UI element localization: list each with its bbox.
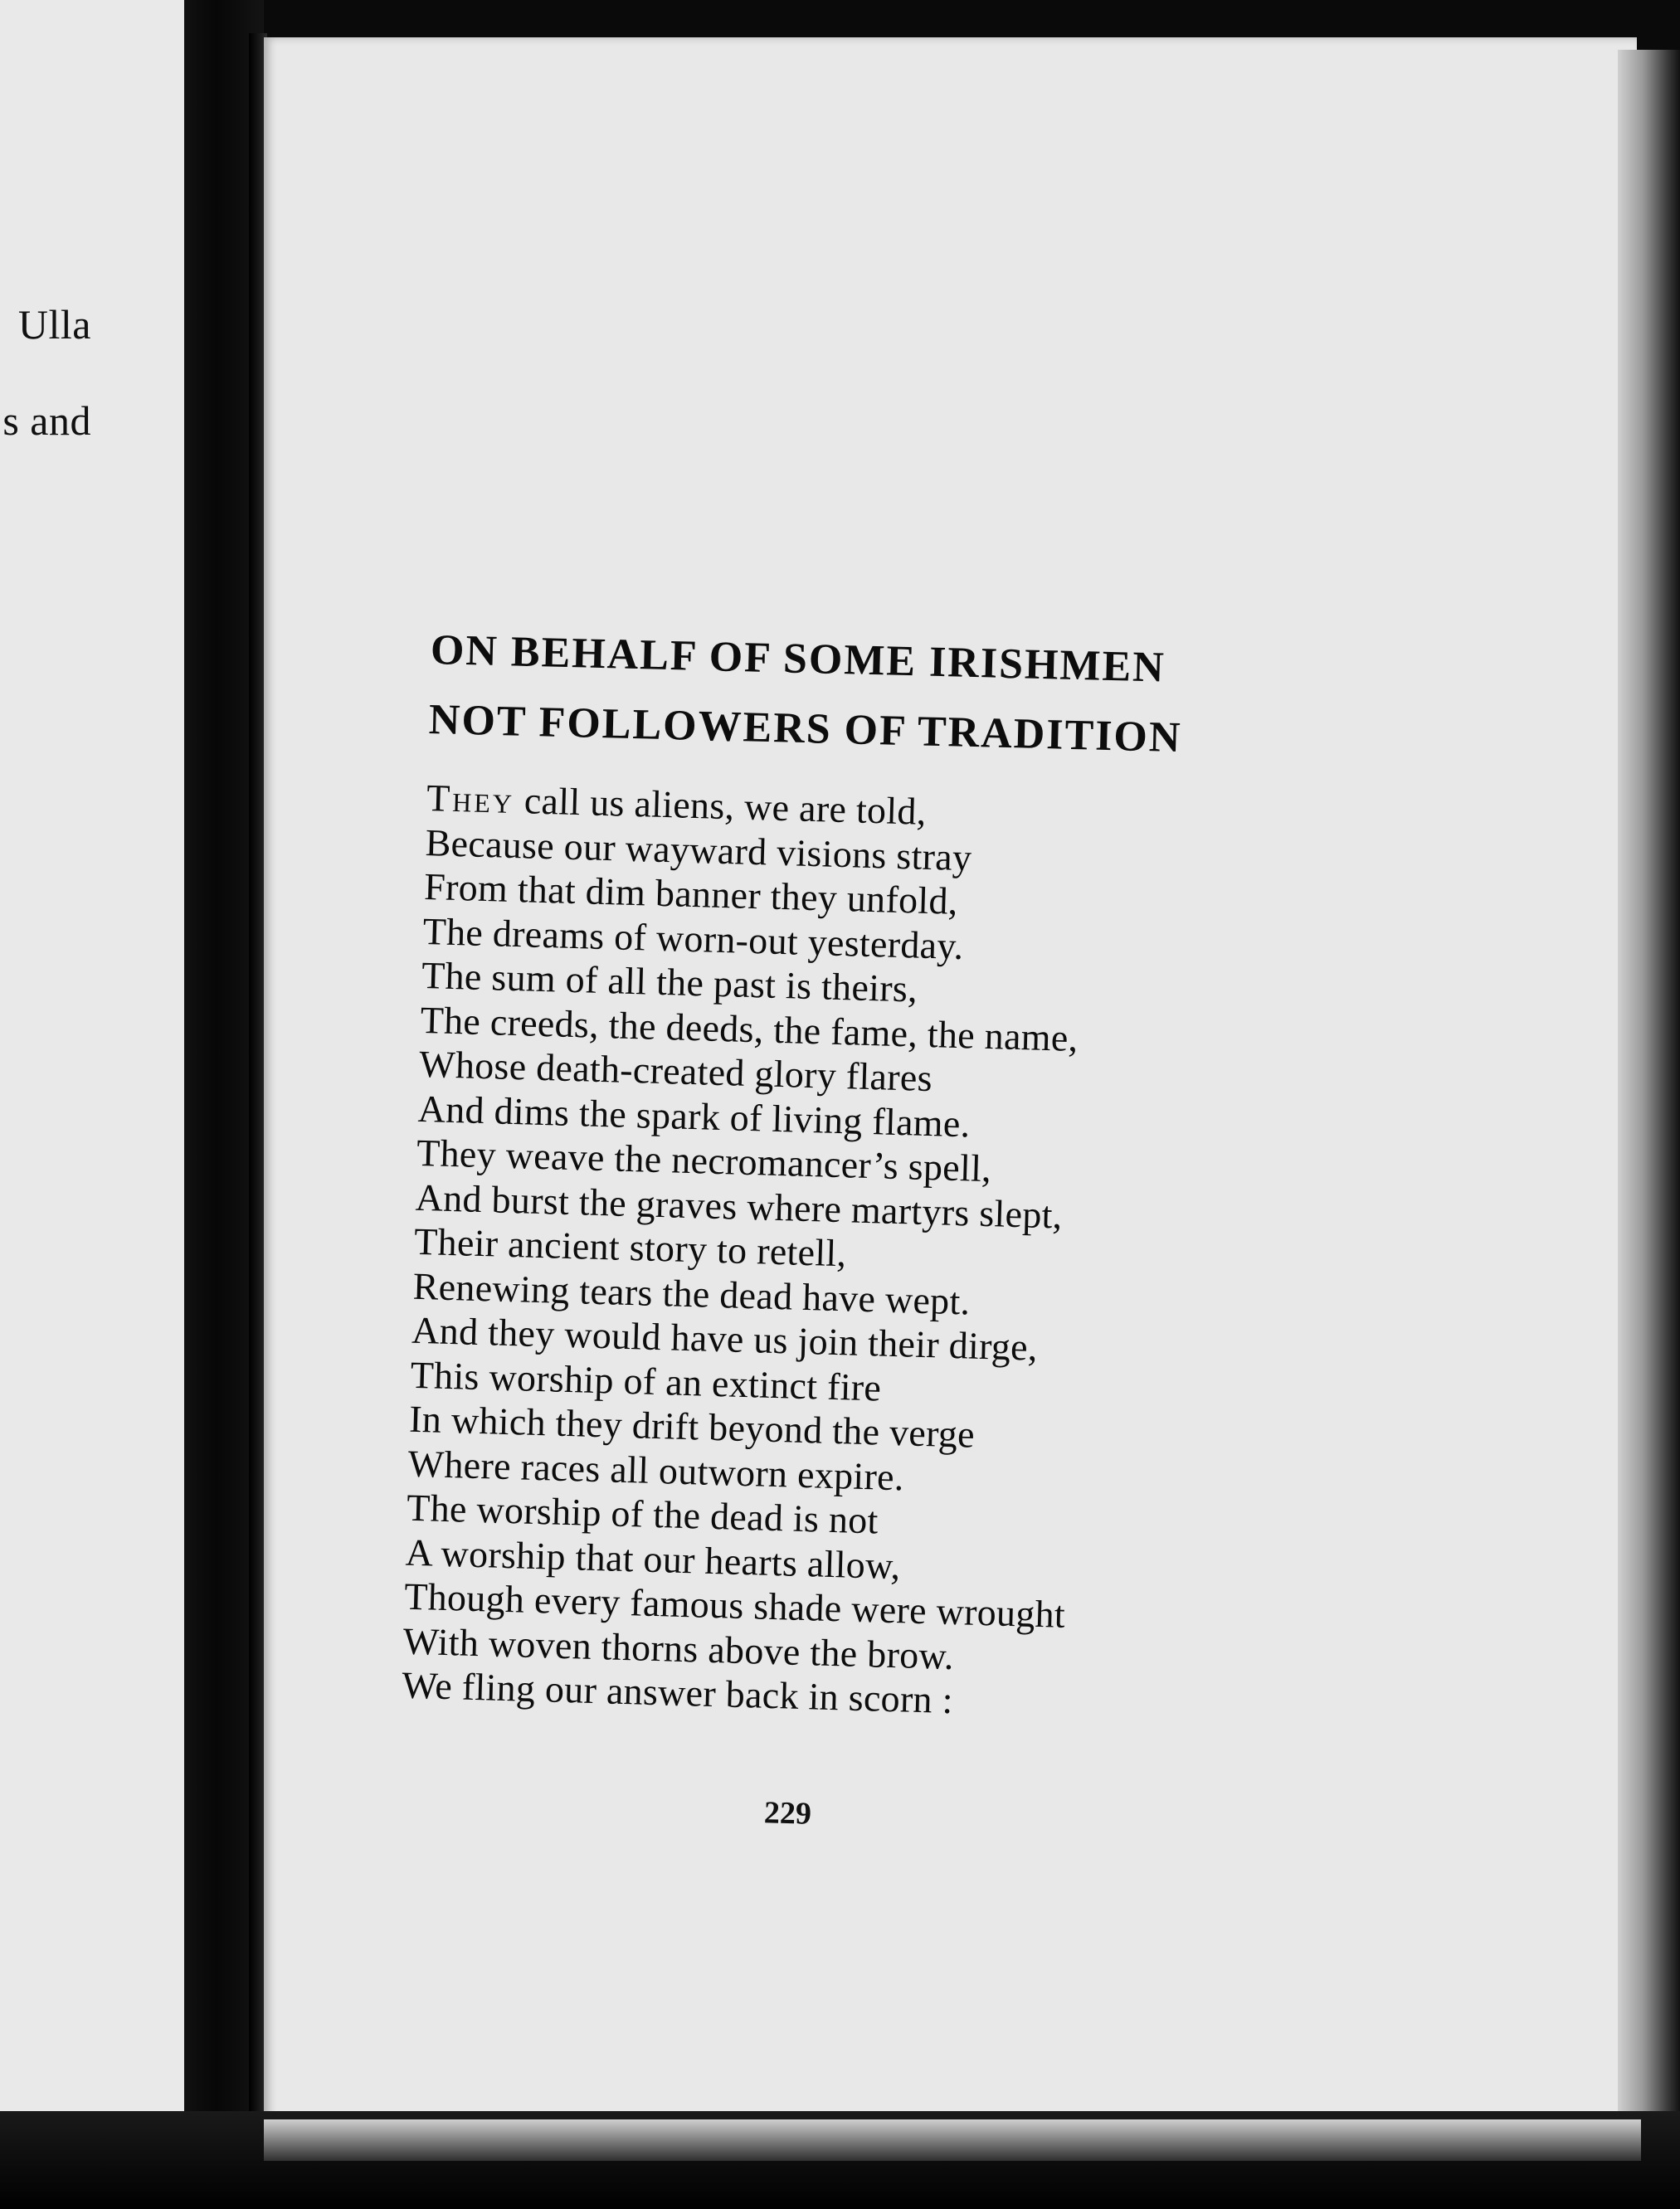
poem-line: In which they drift beyond the verge	[408, 1397, 976, 1456]
poem-line: The dreams of worn-out yesterday.	[422, 909, 965, 967]
poem-first-line-text: call us aliens, we are told,	[514, 778, 928, 833]
previous-page-text-fragment: Ulla	[17, 301, 91, 348]
poem-line: And they would have us join their dirge,	[411, 1308, 1039, 1369]
poem-line: Their ancient story to retell,	[413, 1219, 848, 1275]
poem-title	[428, 616, 1261, 775]
poem-line: They weave the necromancer’s spell,	[416, 1131, 992, 1190]
poem-line: With woven thorns above the brow.	[402, 1619, 955, 1677]
page-number: 229	[763, 1795, 812, 1832]
poem-body	[402, 776, 1257, 1730]
poem-line: Though every famous shade were wrought	[403, 1574, 1066, 1636]
poem-line: The worship of the dead is not	[406, 1486, 879, 1542]
poem-line: And burst the graves where martyrs slept,	[415, 1175, 1064, 1237]
previous-page	[0, 0, 184, 2111]
poem-line: From that dim banner they unfold,	[423, 864, 959, 922]
poem-line: Where races all outworn expire.	[407, 1442, 905, 1498]
poem-line: Because our wayward visions stray	[425, 820, 973, 878]
poem-line: Renewing tears the dead have wept.	[412, 1264, 971, 1323]
poem-line: Whose death-created glory flares	[418, 1042, 933, 1100]
page-bottom-edge	[264, 2119, 1641, 2161]
poem-line: And dims the spark of living flame.	[417, 1087, 971, 1145]
poem-title-line: NOT FOLLOWERS OF TRADITION	[428, 695, 1183, 762]
poem-title-line: ON BEHALF OF SOME IRISHMEN	[430, 625, 1166, 692]
poem-line: We fling our answer back in scorn :	[401, 1663, 954, 1722]
previous-page-text-fragment: s and	[2, 397, 91, 444]
poem-line: This worship of an extinct fire	[410, 1353, 882, 1409]
poem-line: The sum of all the past is theirs,	[421, 953, 918, 1010]
poem-opening-word: They	[426, 776, 515, 821]
poem-line: The creeds, the deeds, the fame, the name,	[420, 998, 1079, 1059]
page-edge	[1618, 50, 1680, 2157]
poem-line: A worship that our hearts allow,	[405, 1530, 902, 1587]
